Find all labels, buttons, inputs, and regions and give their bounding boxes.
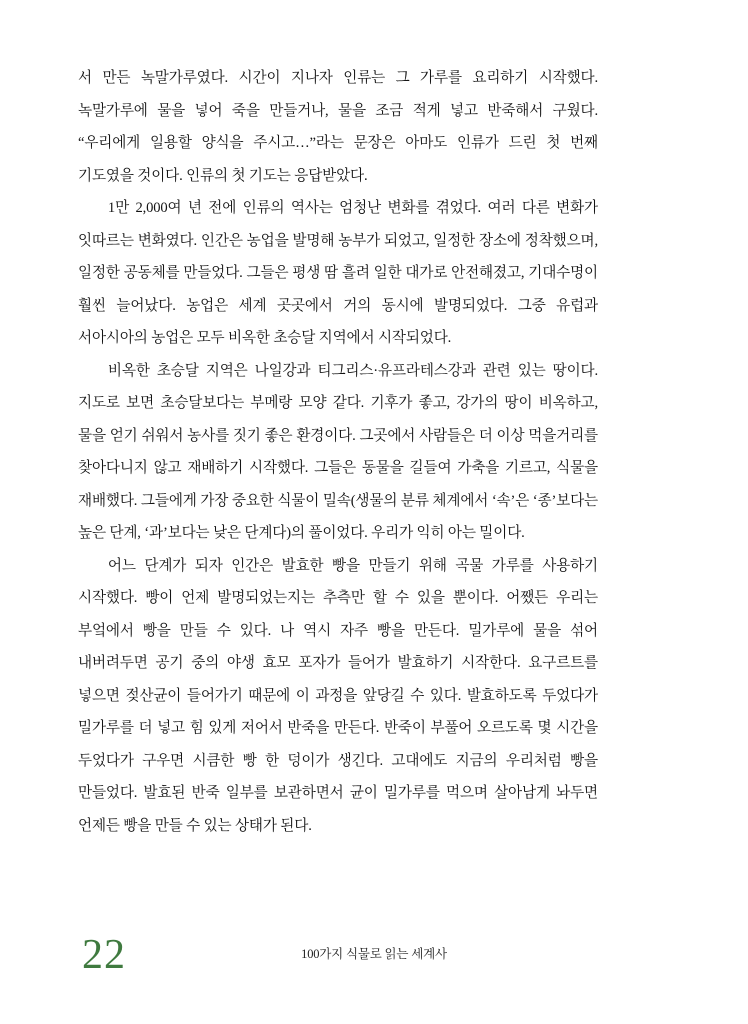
page-number: 22 (82, 932, 126, 978)
page-body-text (78, 62, 598, 842)
paragraph: 비옥한 초승달 지역은 나일강과 티그리스·유프라테스강과 관련 있는 땅이다. 지도로 보면 초승달보다는 부메랑 모양 같다. 기후가 좋고, 강가의 땅이 비옥하고, 물을 얻기 쉬워서 농사를 짓기 좋은 환경이다. 그곳에서 사람들은 더 이상 먹을거리를 찾아다니지 않고 재배하기 시작했다. 그들은 동물을 길들여 가축을 기르고, 식물을 재배했다. 그들에게 가장 중요한 식물이 밀속(생물의 분류 체계에서 ‘속’은 ‘종’보다는 높은 단계, ‘과’보다는 낮은 단계다)의 풀이었다. 우리가 익히 아는 밀이다. (78, 362, 598, 541)
paragraph: 서 만든 녹말가루였다. 시간이 지나자 인류는 그 가루를 요리하기 시작했다. 녹말가루에 물을 넣어 죽을 만들거나, 물을 조금 적게 넣고 반죽해서 구웠다. “우리에게 일용할 양식을 주시고…”라는 문장은 아마도 인류가 드린 첫 번째 기도였을 것이다. 인류의 첫 기도는 응답받았다. (78, 70, 598, 184)
footer-book-title: 100가지 식물로 읽는 세계사 (301, 947, 447, 961)
paragraph: 어느 단계가 되자 인간은 발효한 빵을 만들기 위해 곡물 가루를 사용하기 시작했다. 빵이 언제 발명되었는지는 추측만 할 수 있을 뿐이다. 어쨌든 우리는 부엌에서 빵을 만들 수 있다. 나 역시 자주 빵을 만든다. 밀가루에 물을 섞어 내버려두면 공기 중의 야생 효모 포자가 들어가 발효하기 시작한다. 요구르트를 넣으면 젖산균이 들어가기 때문에 이 과정을 앞당길 수 있다. 발효하도록 두었다가 밀가루를 더 넣고 힘 있게 저어서 반죽을 만든다. 반죽이 부풀어 오르도록 몇 시간을 두었다가 구우면 시큼한 빵 한 덩이가 생긴다. 고대에도 지금의 우리처럼 빵을 만들었다. 발효된 반죽 일부를 보관하면서 균이 밀가루를 먹으며 살아남게 놔두면 언제든 빵을 만들 수 있는 상태가 된다. (78, 557, 598, 834)
page-footer (0, 924, 748, 984)
paragraph: 1만 2,000여 년 전에 인류의 역사는 엄청난 변화를 겪었다. 여러 다른 변화가 잇따르는 변화였다. 인간은 농업을 발명해 농부가 되었고, 일정한 장소에 정착했으며, 일정한 공동체를 만들었다. 그들은 평생 땀 흘려 일한 대가로 안전해졌고, 기대수명이 훨씬 늘어났다. 농업은 세계 곳곳에서 거의 동시에 발명되었다. 그중 유럽과 서아시아의 농업은 모두 비옥한 초승달 지역에서 시작되었다. (78, 200, 598, 346)
